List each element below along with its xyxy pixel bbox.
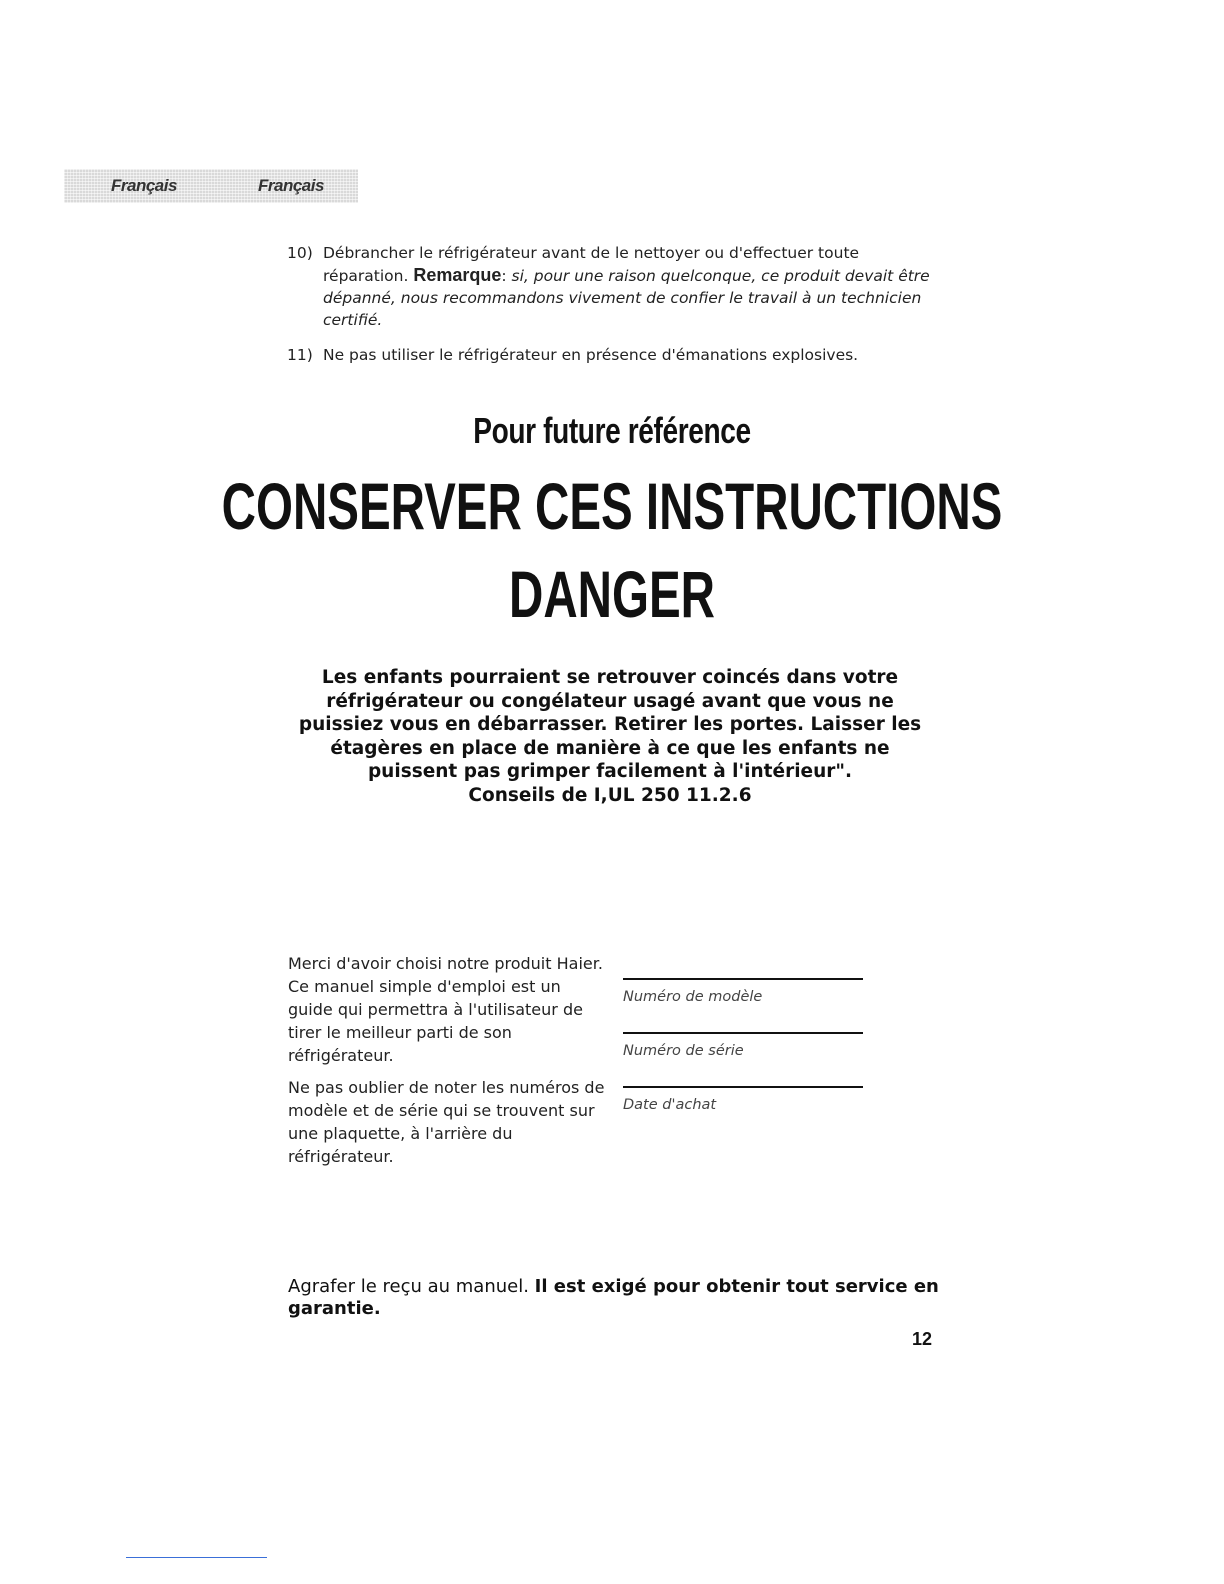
warning-line: puissiez vous en débarrasser. Retirer les portes. Laisser les: [298, 714, 922, 735]
serial-number-field: [623, 1032, 863, 1086]
thank-you-paragraph: Merci d'avoir choisi notre produit Haier. Ce manuel simple d'emploi est un guide qui permettra à l'utilisateur de tirer le meilleur parti de son réfrigérateur.: [288, 954, 603, 1065]
model-number-label: Numéro de modèle: [623, 989, 763, 1005]
note-text: si, pour une raison quelconque, ce produit devait être dépanné, nous recommandons vivement de confier le travail à un technicien certifié.: [323, 267, 930, 329]
thank-you-text: [288, 952, 608, 1177]
warning-line: réfrigérateur ou congélateur usagé avant que vous ne: [326, 690, 894, 712]
receipt-note-bold: Il est exigé pour obtenir tout service en garantie.: [288, 1276, 939, 1319]
record-numbers-paragraph: Ne pas oublier de noter les numéros de modèle et de série qui se trouvent sur une plaquette, à l'arrière du réfrigérateur.: [288, 1078, 605, 1166]
warning-line: étagères en place de manière à ce que les enfants ne: [330, 737, 890, 759]
page-number: 12: [911, 1329, 932, 1349]
item-number: 11): [287, 346, 313, 364]
safety-item-10: [287, 242, 947, 331]
item-text-start: Débrancher le réfrigérateur avant de le nettoyer ou d'effectuer toute réparation.: [323, 244, 860, 285]
item-number: 10): [287, 244, 313, 262]
purchase-date-label: Date d'achat: [623, 1097, 717, 1113]
safety-item-11: [287, 344, 947, 366]
item-text: [287, 242, 947, 331]
note-label: Remarque: [413, 265, 502, 285]
warning-line: puissent pas grimper facilement à l'intérieur".: [367, 761, 853, 782]
danger-warning-text: [290, 666, 930, 807]
heading-danger: DANGER: [509, 557, 715, 631]
serial-number-label: Numéro de série: [623, 1043, 744, 1059]
heading-keep-instructions: CONSERVER CES INSTRUCTIONS: [221, 469, 1003, 543]
purchase-date-field: [623, 1086, 863, 1140]
receipt-note: [288, 1276, 948, 1320]
model-number-field: [623, 978, 863, 1032]
warning-source-line: Conseils de I,UL 250 11.2.6: [468, 784, 752, 806]
item-text: Ne pas utiliser le réfrigérateur en présence d'émanations explosives.: [323, 346, 859, 364]
language-label-right: Français: [258, 176, 324, 195]
heading-future-reference: Pour future référence: [473, 410, 751, 451]
footer-rule: [126, 1557, 267, 1558]
note-colon: :: [501, 267, 512, 285]
language-label-left: Français: [111, 176, 177, 195]
language-header-band: [64, 169, 358, 203]
warning-line: Les enfants pourraient se retrouver coincés dans votre: [321, 667, 899, 688]
receipt-note-text: Agrafer le reçu au manuel.: [288, 1276, 535, 1297]
product-record-form: [623, 978, 863, 1140]
